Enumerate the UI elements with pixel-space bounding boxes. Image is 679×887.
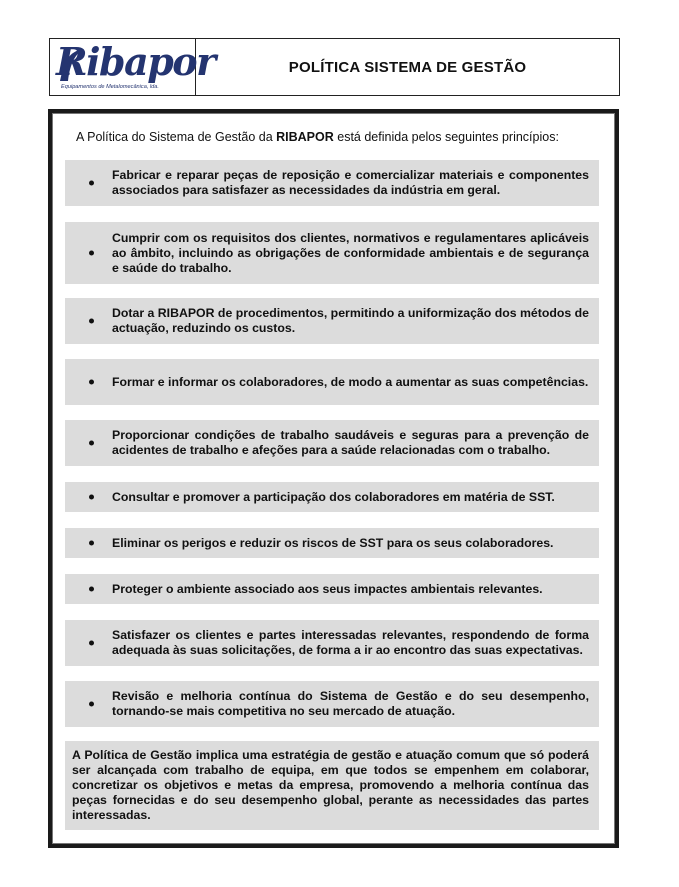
- principle-text: Eliminar os perigos e reduzir os riscos de SST para os seus colaboradores.: [112, 535, 554, 550]
- principle-text: Proporcionar condições de trabalho saudáveis e seguras para a prevenção de acidentes de trabalho e afeções para a saúde relacionadas com o trabalho.: [112, 428, 589, 457]
- principle-item: [65, 222, 599, 284]
- principle-item: [65, 482, 599, 512]
- principle-text: Formar e informar os colaboradores, de modo a aumentar as suas competências.: [112, 374, 589, 389]
- intro-prefix: A Política do Sistema de Gestão da: [76, 130, 277, 144]
- intro-company: RIBAPOR: [276, 130, 334, 144]
- bullet-icon: [89, 319, 94, 324]
- principle-item: [65, 420, 599, 466]
- intro-suffix: está definida pelos seguintes princípios:: [333, 130, 559, 144]
- principle-item: [65, 359, 599, 405]
- document-title: POLÍTICA SISTEMA DE GESTÃO: [288, 58, 527, 76]
- principle-text: Satisfazer os clientes e partes interessadas relevantes, respondendo de forma adequada às suas solicitações, de forma a ir ao encontro das suas expectativas.: [112, 628, 589, 657]
- principle-item: [65, 298, 599, 344]
- principle-text: Revisão e melhoria contínua do Sistema de Gestão e do seu desempenho, tornando-se mais competitiva no seu mercado de atuação.: [112, 689, 589, 718]
- policy-frame: [48, 109, 619, 848]
- document-header: [49, 38, 620, 96]
- bullet-icon: [89, 495, 94, 500]
- principle-item: [65, 681, 599, 727]
- bullet-icon: [89, 380, 94, 385]
- bullet-icon: [89, 441, 94, 446]
- principle-text: Proteger o ambiente associado aos seus impactes ambientais relevantes.: [112, 581, 543, 596]
- bullet-icon: [89, 541, 94, 546]
- bullet-icon: [89, 251, 94, 256]
- principle-item: [65, 620, 599, 666]
- intro-text: [76, 130, 559, 144]
- logo-subtitle: Equipamentos de Metalomecânica, lda.: [61, 84, 159, 90]
- bullet-icon: [89, 587, 94, 592]
- principle-item: [65, 574, 599, 604]
- bullet-icon: [89, 641, 94, 646]
- principle-item: [65, 528, 599, 558]
- principle-text: Cumprir com os requisitos dos clientes, normativos e regulamentares aplicáveis ao âmbito, incluindo as obrigações de conformidade ambientais e de segurança e saúde do trabalho.: [112, 230, 589, 275]
- bullet-icon: [89, 181, 94, 186]
- closing-text: A Política de Gestão implica uma estratégia de gestão e atuação comum que só poderá ser alcançada com trabalho de equipa, em que todos se empenhem em colaborar, concretizar os objetivos e metas da empresa, promovendo a melhoria contínua das peças fornecidas e do seu desempenho global, perante as necessidades das partes interessadas.: [72, 748, 589, 822]
- bullet-icon: [89, 702, 94, 707]
- principle-text: Fabricar e reparar peças de reposição e comercializar materiais e componentes associados para satisfazer as necessidades da indústria em geral.: [112, 168, 589, 197]
- logo-wordmark: Ribapor: [56, 39, 215, 84]
- closing-statement: [65, 741, 599, 830]
- company-logo: [50, 39, 215, 95]
- principle-text: Consultar e promover a participação dos colaboradores em matéria de SST.: [112, 489, 555, 504]
- principle-item: [65, 160, 599, 206]
- principle-text: Dotar a RIBAPOR de procedimentos, permitindo a uniformização dos métodos de actuação, reduzindo os custos.: [112, 306, 589, 335]
